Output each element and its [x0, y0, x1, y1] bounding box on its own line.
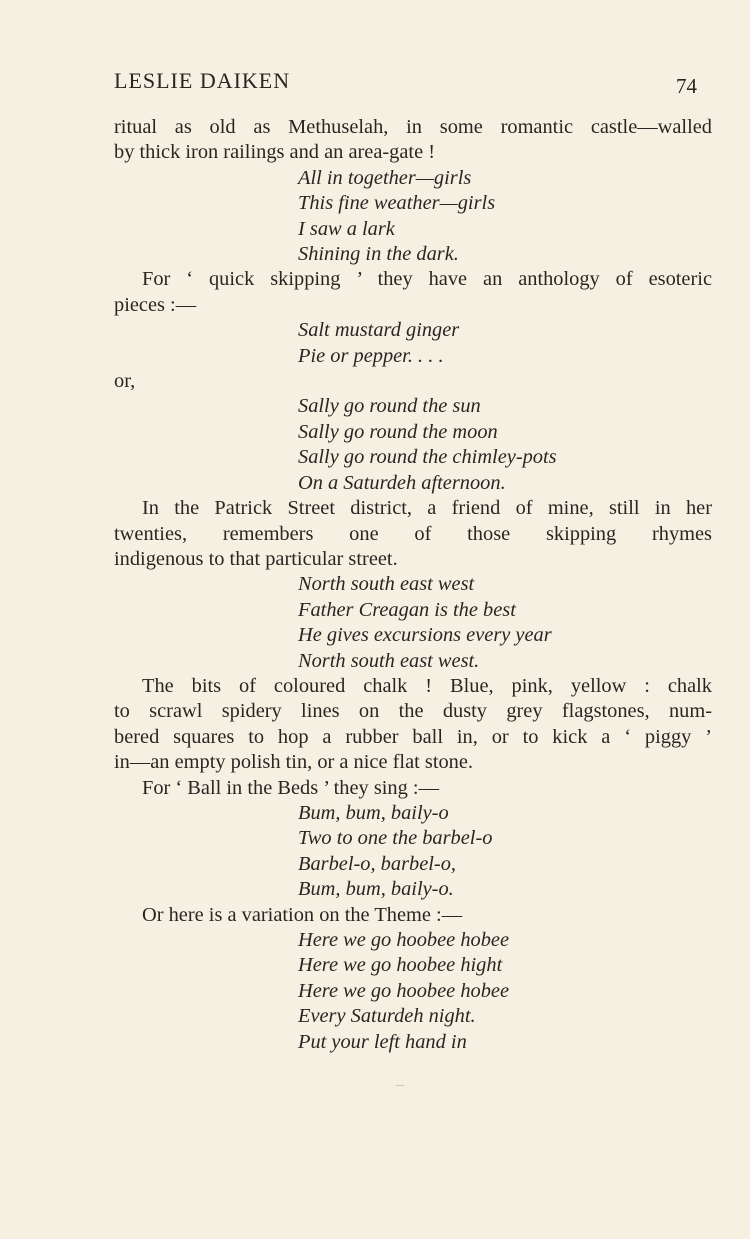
or-text: or,: [114, 370, 136, 393]
text-line: pieces :—: [114, 293, 197, 316]
paragraph: [114, 903, 712, 928]
verse-line: Father Creagan is the best: [298, 598, 516, 621]
verse-line: Barbel-o, barbel-o,: [298, 852, 456, 875]
text-line: in—an empty polish tin, or a nice flat stone.: [114, 751, 474, 774]
verse-line: On a Saturdeh afternoon.: [298, 471, 506, 494]
verse-north-south: [114, 572, 712, 674]
verse-line: Sally go round the moon: [298, 420, 498, 443]
verse-line: He gives excursions every year: [298, 624, 552, 647]
running-head: LESLIE DAIKEN: [114, 68, 291, 93]
verse-line: Bum, bum, baily-o: [298, 801, 449, 824]
body-text: [114, 115, 712, 1055]
verse-line: Put your left hand in: [298, 1030, 467, 1053]
verse-line: This fine weather—girls: [298, 192, 496, 215]
verse-line: Every Saturdeh night.: [298, 1005, 476, 1028]
verse-line: Here we go hoobee hobee: [298, 979, 510, 1002]
text-line: Or here is a variation on the Theme :—: [142, 903, 463, 926]
verse-hoobee-hobee: [114, 928, 712, 1055]
verse-ball-in-the-beds: [114, 801, 712, 903]
verse-line: Sally go round the sun: [298, 395, 481, 418]
verse-line: Here we go hoobee hobee: [298, 929, 510, 951]
text-line: indigenous to that particular street.: [114, 547, 398, 570]
text-line: In the Patrick Street district, a friend of mine, still in her: [142, 497, 712, 520]
text-line: For ‘ Ball in the Beds ’ they sing :—: [142, 776, 439, 799]
text-line: ritual as old as Methuselah, in some romantic castle—walled: [114, 116, 712, 138]
verse-line: Shining in the dark.: [298, 243, 459, 266]
verse-line: North south east west: [298, 573, 475, 596]
verse-salt-mustard: [114, 318, 712, 369]
paragraph: [114, 115, 712, 166]
verse-line: Two to one the barbel-o: [298, 827, 493, 850]
paragraph: [114, 776, 712, 801]
paragraph: [114, 674, 712, 776]
text-line: twenties, remembers one of those skipping rhymes: [114, 522, 712, 545]
verse-all-in-together: [114, 166, 712, 268]
text-line: by thick iron railings and an area-gate !: [114, 141, 436, 164]
verse-line: Sally go round the chimley-pots: [298, 446, 557, 469]
verse-line: Salt mustard ginger: [298, 319, 460, 342]
verse-line: Bum, bum, baily-o.: [298, 878, 454, 901]
verse-line: All in together—girls: [298, 166, 472, 189]
verse-line: North south east west.: [298, 649, 480, 672]
verse-sally-go-round: [114, 394, 712, 496]
page-number: 74: [676, 74, 697, 98]
text-line: For ‘ quick skipping ’ they have an anthology of esoteric: [142, 268, 712, 291]
verse-line: I saw a lark: [298, 217, 395, 240]
paragraph: [114, 267, 712, 318]
paragraph: [114, 496, 712, 572]
page-mark: [396, 1085, 404, 1086]
verse-line: Here we go hoobee hight: [298, 954, 503, 977]
verse-line: Pie or pepper. . . .: [298, 344, 444, 367]
text-line: The bits of coloured chalk ! Blue, pink, yellow : chalk: [142, 674, 712, 697]
text-line: bered squares to hop a rubber ball in, or to kick a ‘ piggy ’: [114, 725, 712, 748]
text-line: to scrawl spidery lines on the dusty grey flagstones, num-: [114, 700, 712, 723]
